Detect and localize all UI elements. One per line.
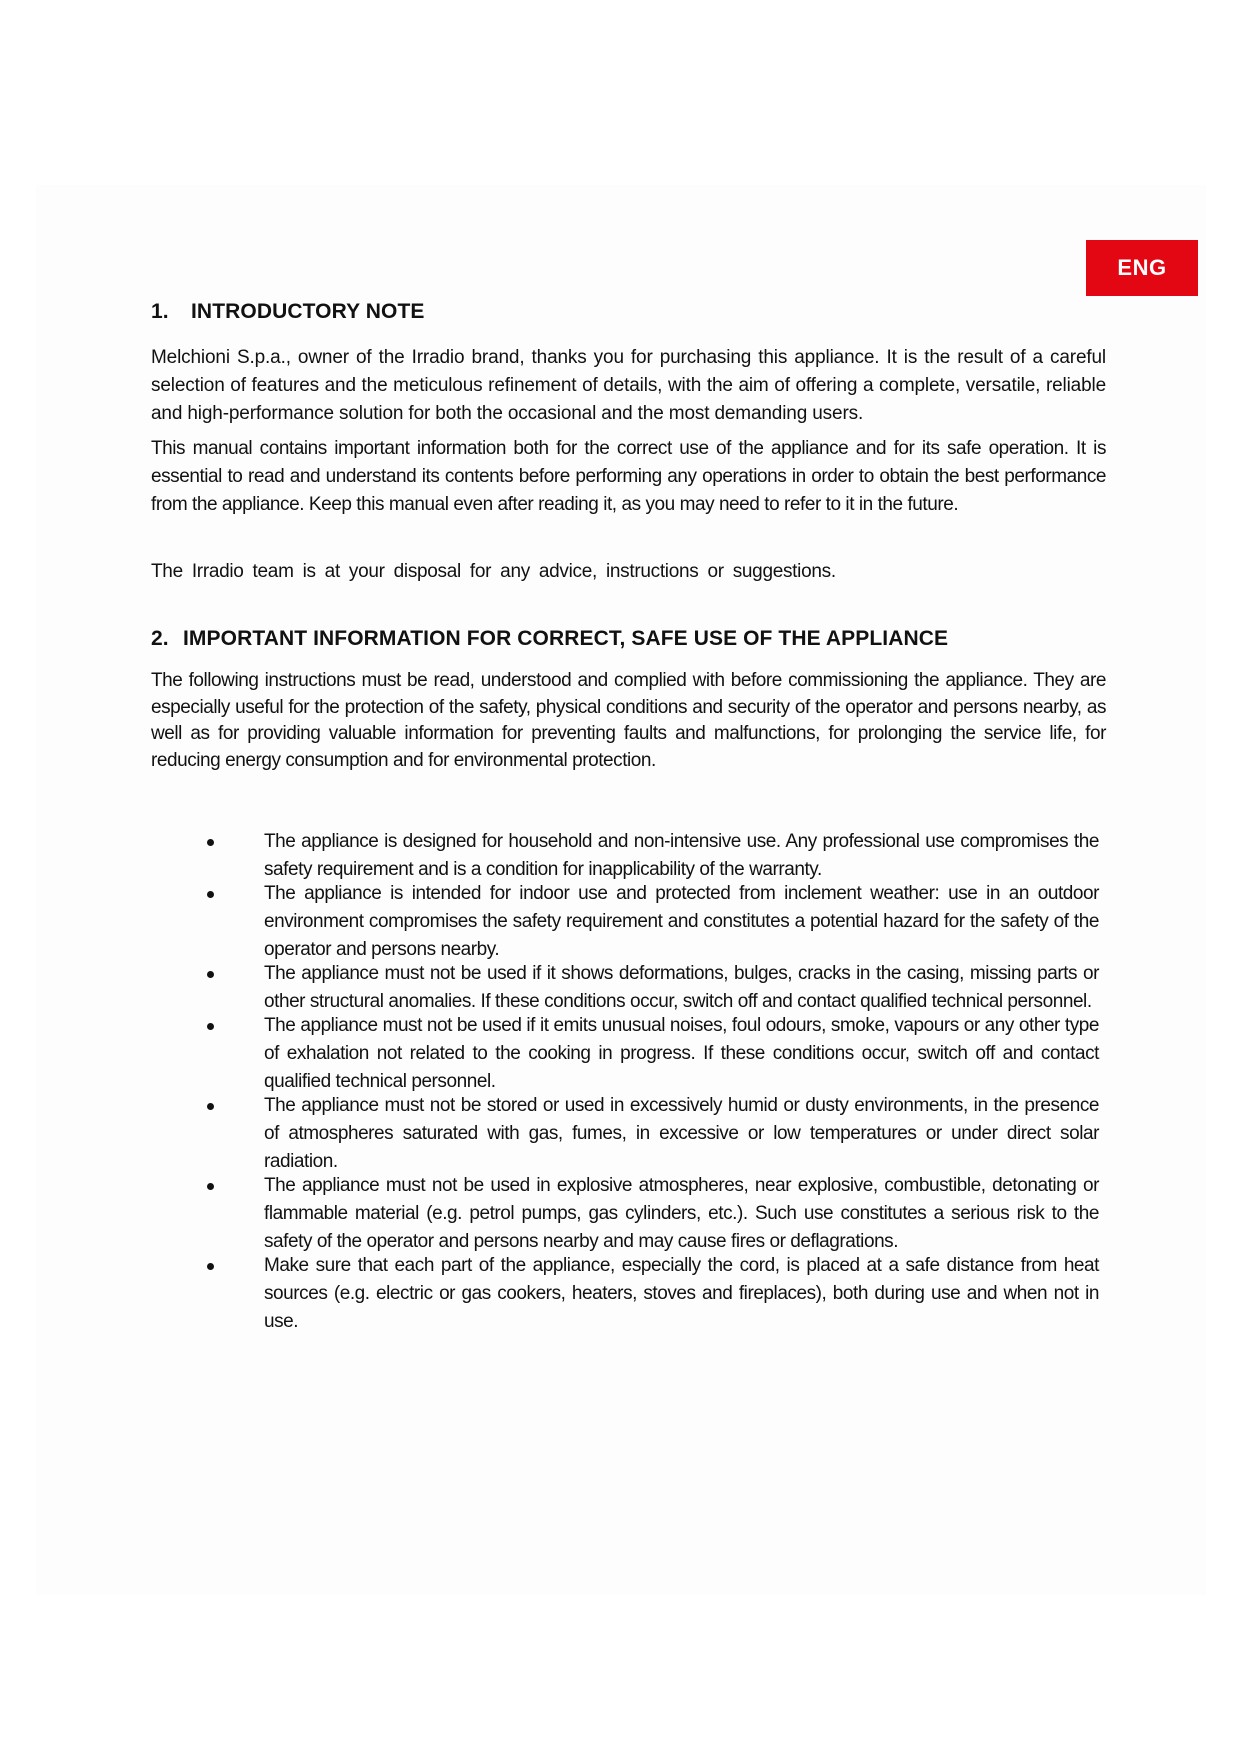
section-2-title: IMPORTANT INFORMATION FOR CORRECT, SAFE USE OF THE APPLIANCE [183,627,949,650]
section-1-number: 1. [151,300,169,323]
intro-paragraph-2: This manual contains important information both for the correct use of the appliance and for its safe operation. It is essential to read and understand its contents before performing any operations in order to obtain the best performance from the appliance. Keep this manual even after reading it, as you may need to refer to it in the future. [151,438,1106,515]
safety-bullet-item [151,960,1099,1016]
bullet-icon [207,1183,214,1190]
bullet-icon [207,971,214,978]
bullet-text: The appliance must not be used if it shows deformations, bulges, cracks in the casing, missing parts or other structural anomalies. If these conditions occur, switch off and contact qualified technical personnel. [264,963,1099,1012]
safety-bullet-item [151,1012,1099,1096]
section-1-heading [151,300,425,324]
bullet-text: The appliance must not be stored or used in excessively humid or dusty environments, in the presence of atmospheres saturated with gas, fumes, in excessive or low temperatures or under direct solar radiation. [264,1095,1099,1172]
safety-intro-paragraph: The following instructions must be read, understood and complied with before commissioning the appliance. They are especially useful for the protection of the safety, physical conditions and security of the operator and persons nearby, as well as for providing valuable information for preventing faults and malfunctions, for prolonging the service life, for reducing energy consumption and for environmental protection. [151,670,1106,771]
bullet-text: The appliance must not be used if it emits unusual noises, foul odours, smoke, vapours or any other type of exhalation not related to the cooking in progress. If these conditions occur, switch off and contact qualified technical personnel. [264,1015,1099,1092]
bullet-icon [207,1263,214,1270]
section-1-title: INTRODUCTORY NOTE [191,300,425,323]
safety-bullet-list [151,828,1111,1332]
safety-bullet-item [151,828,1099,884]
bullet-text: The appliance is designed for household and non-intensive use. Any professional use compromises the safety requirement and is a condition for inapplicability of the warranty. [264,831,1099,880]
safety-bullet-item [151,1172,1099,1256]
bullet-text: Make sure that each part of the appliance, especially the cord, is placed at a safe distance from heat sources (e.g. electric or gas cookers, heaters, stoves and fireplaces), both during use and when not in use. [264,1255,1099,1332]
bullet-icon [207,839,214,846]
intro-paragraph-1: Melchioni S.p.a., owner of the Irradio brand, thanks you for purchasing this appliance. It is the result of a careful selection of features and the meticulous refinement of details, with the aim of offering a complete, versatile, reliable and high-performance solution for both the occasional and the most demanding users. [151,347,1106,424]
bullet-icon [207,891,214,898]
section-2-number: 2. [151,627,169,650]
section-2-heading [151,627,948,651]
intro-paragraph-3: The Irradio team is at your disposal for any advice, instructions or suggestions. [151,561,836,582]
safety-bullet-item [151,1092,1099,1176]
bullet-icon [207,1103,214,1110]
language-badge: ENG [1086,240,1198,296]
bullet-text: The appliance is intended for indoor use and protected from inclement weather: use in an outdoor environment compromises the safety requirement and constitutes a potential hazard for the safety of the operator and persons nearby. [264,883,1099,960]
safety-bullet-item [151,880,1099,964]
bullet-text: The appliance must not be used in explosive atmospheres, near explosive, combustible, detonating or flammable material (e.g. petrol pumps, gas cylinders, etc.). Such use constitutes a serious risk to the safety of the operator and persons nearby and may cause fires or deflagrations. [264,1175,1099,1252]
bullet-icon [207,1023,214,1030]
safety-bullet-item [151,1252,1099,1336]
